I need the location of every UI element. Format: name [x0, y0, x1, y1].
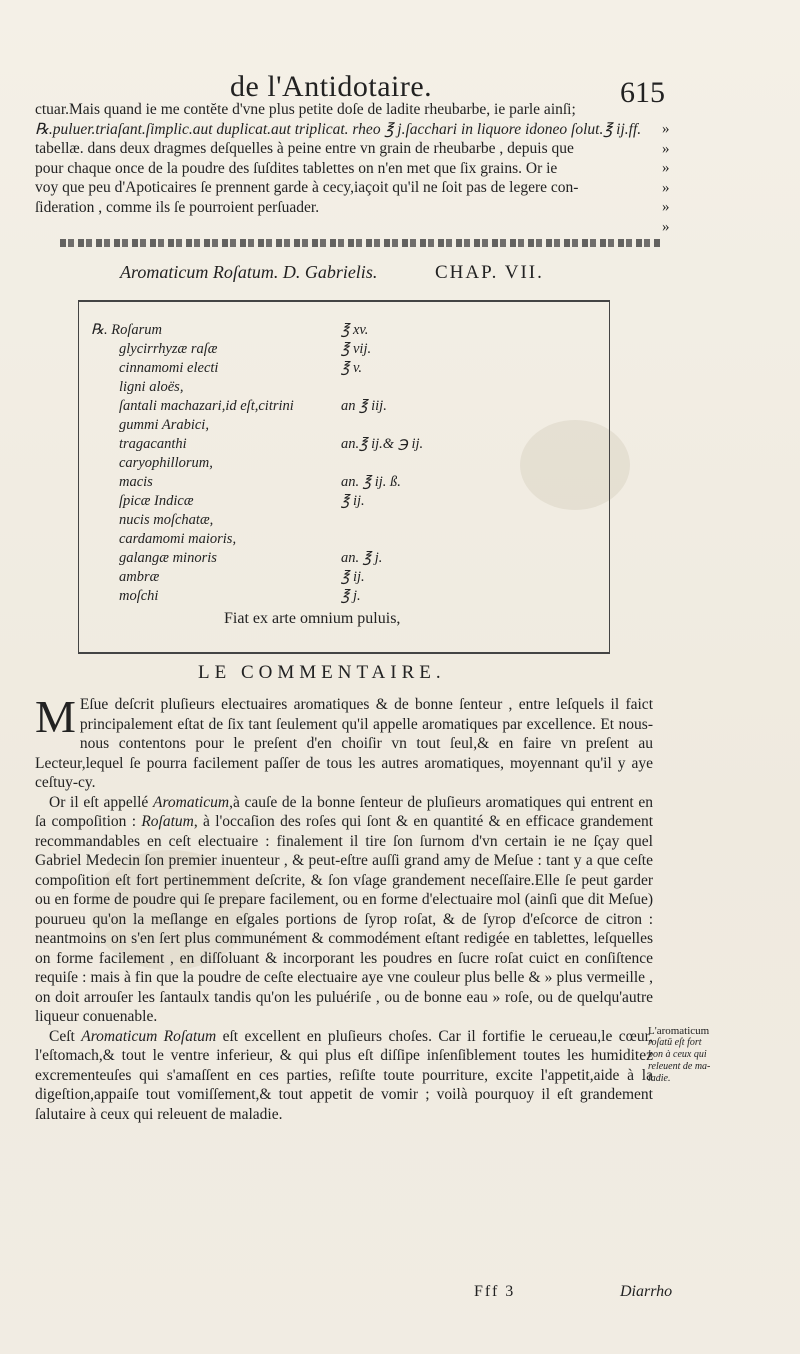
quote-mark: » — [662, 140, 670, 157]
quantity: ℥ v. — [341, 360, 362, 376]
quote-mark: » — [662, 160, 670, 176]
quantity: ℥ ij. — [341, 493, 365, 509]
drop-cap: M — [35, 691, 76, 742]
ingredient: glycirrhyzæ raſæ — [119, 341, 218, 357]
recipe-row — [79, 493, 609, 513]
recipe-row — [79, 455, 609, 475]
commentary-paragraph — [35, 691, 653, 793]
recipe-box — [78, 300, 610, 654]
commentary-body — [35, 691, 654, 1124]
recipe-row — [79, 588, 609, 608]
recipe-row — [79, 398, 609, 418]
quote-mark: » — [662, 121, 670, 137]
recipe-row — [79, 474, 609, 494]
ingredient: ambræ — [119, 569, 160, 585]
chapter-heading: CHAP. VII. — [435, 262, 544, 283]
quantity: an ℥ iij. — [341, 398, 387, 414]
ornamental-rule — [60, 239, 660, 247]
intro-line: voy que peu d'Apoticaires ſe prennent garde à cecy,iaçoit qu'il ne ſoit pas de legere con- — [35, 179, 579, 196]
recipe-row — [79, 341, 609, 361]
recipe-row — [79, 360, 609, 380]
recipe-header — [120, 262, 680, 288]
commentary-heading: LE COMMENTAIRE. — [198, 662, 446, 683]
running-title: de l'Antidotaire. — [230, 70, 433, 103]
recipe-row — [79, 322, 609, 342]
recipe-row — [79, 531, 609, 551]
ingredient: caryophillorum, — [119, 455, 213, 471]
ingredient: ℞. Roſarum — [91, 322, 162, 338]
italic-term: Roſatum — [141, 813, 194, 830]
page-number: 615 — [620, 76, 665, 109]
recipe-row — [79, 379, 609, 399]
italic-term: Aromaticum Roſatum — [81, 1027, 217, 1045]
ingredient: cardamomi maioris, — [119, 531, 237, 547]
quantity: ℥ j. — [341, 588, 361, 604]
quantity: ℥ ij. — [341, 569, 365, 585]
quote-mark: » — [662, 179, 670, 196]
recipe-row — [79, 512, 609, 532]
quantity: an. ℥ j. — [341, 550, 383, 566]
paragraph-text: Or il eſt appellé — [49, 793, 153, 811]
ingredient: ſpicæ Indicæ — [119, 493, 194, 509]
note-line: bon à ceux qui — [648, 1049, 707, 1060]
intro-paragraph — [35, 100, 655, 217]
recipe-closing: Fiat ex arte omnium puluis, — [224, 610, 401, 627]
recipe-row — [79, 417, 609, 437]
quote-mark: » — [662, 199, 670, 215]
quantity: an.℥ ij.& ℈ ij. — [341, 436, 424, 452]
note-line: roſatū eſt fort — [648, 1037, 702, 1048]
quantity: ℥ xv. — [341, 322, 369, 338]
quote-marks-column — [662, 120, 682, 237]
paragraph-text: Ceſt — [49, 1027, 82, 1045]
intro-line: ctuar.Mais quand ie me contĕte d'vne plus petite doſe de ladite rheubarbe, ie parle ainſi; — [35, 101, 576, 118]
ingredient: moſchi — [119, 588, 159, 604]
quantity: ℥ vij. — [341, 341, 372, 357]
recipe-title: Aromaticum Roſatum. D. Gabrielis. — [120, 262, 378, 282]
italic-term: Aromaticum — [153, 793, 230, 811]
paragraph-text: Eſue deſcrit pluſieurs electuaires aromatiques & de bonne ſenteur , entre leſquels il faict principalement eſtat de ſix tant ſeulement qu'il appelle aromatiques par excellence. Et nous-nous contentons pour le preſent d'en choiſir vn tout ſeul,& en faire vn preſent au Lecteur,lequel ſe pourra facilement paſſer de tous les autres aromatiques, moyennant qu'il y aye ceſtuy-cy. — [35, 696, 653, 791]
commentary-paragraph — [35, 1027, 653, 1125]
recipe-row — [79, 550, 609, 570]
ingredient: macis — [119, 474, 153, 490]
quote-mark: » — [662, 218, 670, 235]
intro-line: pour chaque once de la poudre des ſuſdites tablettes on n'en met que ſix grains. Or ie — [35, 159, 558, 177]
ingredient: ſantali machazari,id eſt,citrini — [119, 398, 294, 414]
ingredient: nucis moſchatæ, — [119, 512, 214, 528]
ingredient: ligni aloës, — [119, 379, 184, 395]
ingredient: galangæ minoris — [119, 550, 217, 566]
note-line: L'aromaticum — [648, 1025, 710, 1037]
page-footer — [0, 1283, 800, 1313]
paragraph-text: ,à cauſe de la bonne ſenteur de pluſieurs aromatiques qui entrent en ſa compoſition : — [35, 793, 653, 830]
intro-line: ℞.puluer.triaſant.ſimplic.aut duplicat.aut triplicat. rheo ℥ j.ſacchari in liquore idoneo ſolut.℥ ij.ff. — [35, 120, 642, 138]
ingredient: tragacanthi — [119, 436, 187, 452]
quantity: an. ℥ ij. ß. — [341, 474, 401, 490]
ingredient: cinnamomi electi — [119, 360, 219, 376]
note-line: releuent de ma- — [648, 1061, 711, 1072]
intro-line: tabellæ. dans deux dragmes deſquelles à peine entre vn grain de rheubarbe , depuis que — [35, 140, 574, 157]
paragraph-text: eſt excellent en pluſieurs choſes. Car il fortifie le cerueau,le cœur, l'eſtomach,& tout le ventre inferieur, & qui plus eſt diſſipe inſenſiblement toutes les humiditez excrementeuſes qui s'amaſſent en ces parties, reſiſte toute pourriture, excite l'appetit,aide à la digeſtion,appaiſe tout vomiſſement,& tout appetit de vomir ; voilà pourquoy il eſt grandement ſalutaire à ceux qui releuent de maladie. — [35, 1027, 653, 1123]
note-line: ladie. — [648, 1073, 671, 1084]
paragraph-text: , à l'occaſion des roſes qui ſont & en quantité & en efficace grandement recommandables en ceſt electuaire : finalement il tire ſon ſurnom d'vn certain ie ne ſçay quel Gabriel Medecin ſon premier inuenteur , & peut-eſtre auſſi grand amy de Meſue : tant y a que ceſte compoſition eſt fort pertinemment deſcrite, & ſon vſage grandement neceſſaire.Elle ſe peut garder ou en forme de poudre qui ſe prepare facilement, ou en forme d'electuaire mol (ainſi que dit Meſue) pourueu qu'on la meſlange en eſgales portions de ſyrop roſat, & de ſyrop d'eſcorce de citron : neantmoins on s'en ſert plus communément & commodément eſtant redigée en tablettes, leſquelles on forme facilement , en diſſoluant & incorporant les poudres en ſucre roſat cuict en conſiſtence requiſe : mais à fin que la poudre de ceſte electuaire aye vne couleur plus belle & » plus vermeille , on doit arrouſer les ſantaulx tandis qu'on les puluériſe , ou de bonne eau » roſe, ou de quelqu'autre liqueur conuenable. — [35, 813, 654, 1025]
commentary-paragraph — [35, 793, 653, 1027]
signature-mark: Fff 3 — [474, 1283, 516, 1300]
intro-line: ſideration , comme ils ſe pourroient perſuader. — [35, 198, 320, 216]
recipe-row — [79, 436, 609, 456]
ingredient: gummi Arabici, — [119, 417, 209, 433]
catchword: Diarrho — [620, 1283, 673, 1300]
marginal-note — [648, 1025, 728, 1085]
recipe-row — [79, 569, 609, 589]
